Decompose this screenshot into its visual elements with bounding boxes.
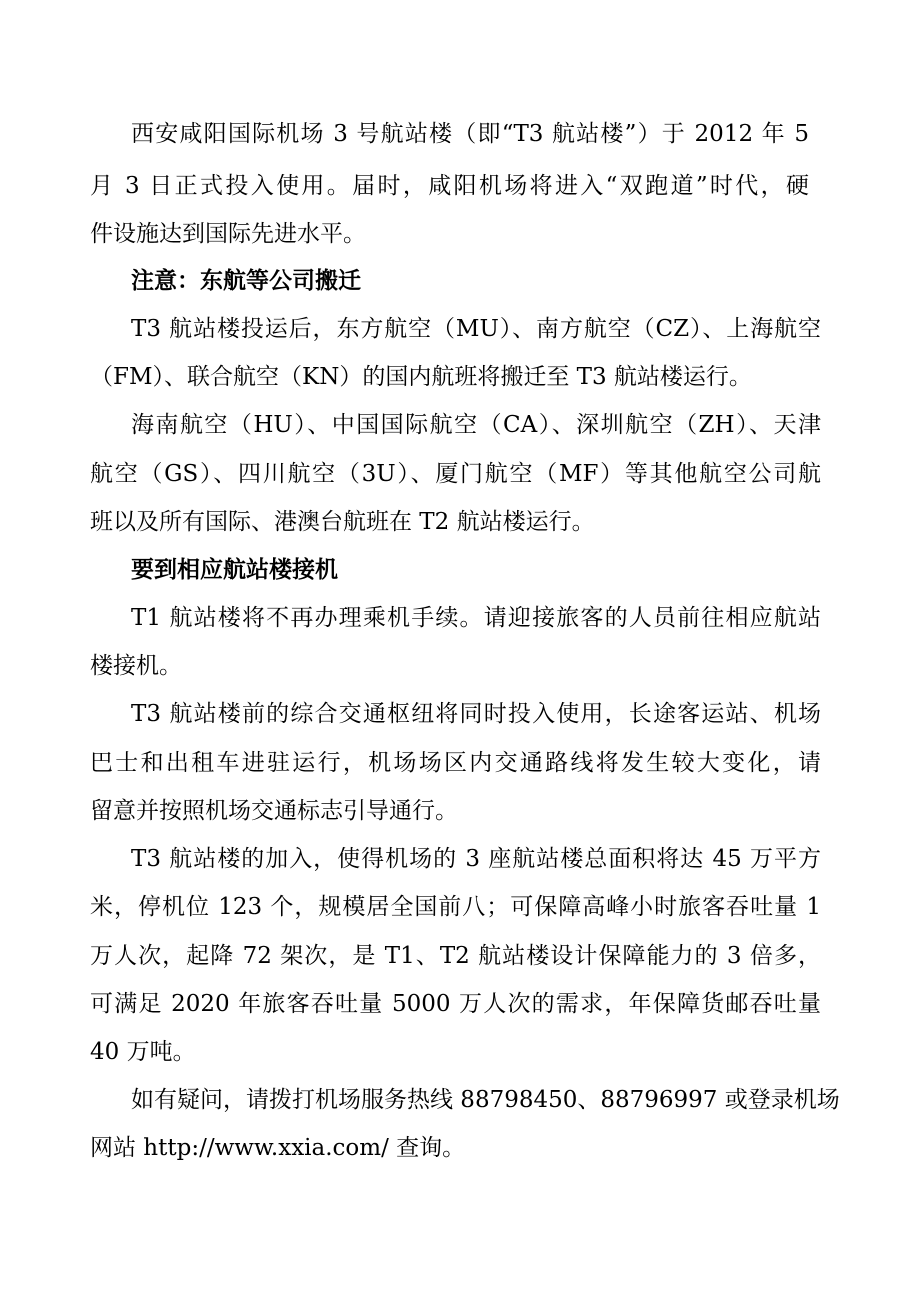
t2-airlines-line-3: 班以及所有国际、港澳台航班在 T2 航站楼运行。	[90, 509, 595, 535]
t1-notice-line-1: T1 航站楼将不再办理乘机手续。请迎接旅客的人员前往相应航站	[131, 605, 821, 631]
contact-line-2: 网站 http://www.xxia.com/ 查询。	[90, 1135, 466, 1161]
section-heading-pickup: 要到相应航站楼接机	[131, 556, 338, 583]
contact-line-1: 如有疑问，请拨打机场服务热线 88798450、88796997 或登录机场	[131, 1087, 840, 1113]
t1-notice-line-2: 楼接机。	[90, 653, 182, 679]
t2-airlines-line-2: 航空（GS）、四川航空（3U）、厦门航空（MF）等其他航空公司航	[90, 461, 821, 487]
capacity-line-5: 40 万吨。	[90, 1039, 196, 1065]
intro-line-2: 月 3 日正式投入使用。届时，咸阳机场将进入“双跑道”时代，硬	[90, 173, 809, 199]
transport-hub-line-2: 巴士和出租车进驻运行，机场场区内交通路线将发生较大变化，请	[90, 750, 821, 776]
section-heading-relocation: 注意：东航等公司搬迁	[131, 267, 361, 294]
t3-airlines-line-2: （FM）、联合航空（KN）的国内航班将搬迁至 T3 航站楼运行。	[90, 364, 752, 390]
capacity-line-4: 可满足 2020 年旅客吞吐量 5000 万人次的需求，年保障货邮吞吐量	[90, 991, 821, 1017]
intro-line-1: 西安咸阳国际机场 3 号航站楼（即“T3 航站楼”）于 2012 年 5	[131, 121, 809, 147]
intro-line-3: 件设施达到国际先进水平。	[90, 221, 366, 247]
t2-airlines-line-1: 海南航空（HU）、中国国际航空（CA）、深圳航空（ZH）、天津	[131, 412, 821, 438]
capacity-line-3: 万人次，起降 72 架次，是 T1、T2 航站楼设计保障能力的 3 倍多，	[90, 943, 821, 969]
capacity-line-2: 米，停机位 123 个，规模居全国前八；可保障高峰小时旅客吞吐量 1	[90, 894, 821, 920]
transport-hub-line-1: T3 航站楼前的综合交通枢纽将同时投入使用，长途客运站、机场	[131, 701, 821, 727]
capacity-line-1: T3 航站楼的加入，使得机场的 3 座航站楼总面积将达 45 万平方	[131, 846, 821, 872]
transport-hub-line-3: 留意并按照机场交通标志引导通行。	[90, 798, 458, 824]
t3-airlines-line-1: T3 航站楼投运后，东方航空（MU）、南方航空（CZ）、上海航空	[131, 316, 821, 342]
